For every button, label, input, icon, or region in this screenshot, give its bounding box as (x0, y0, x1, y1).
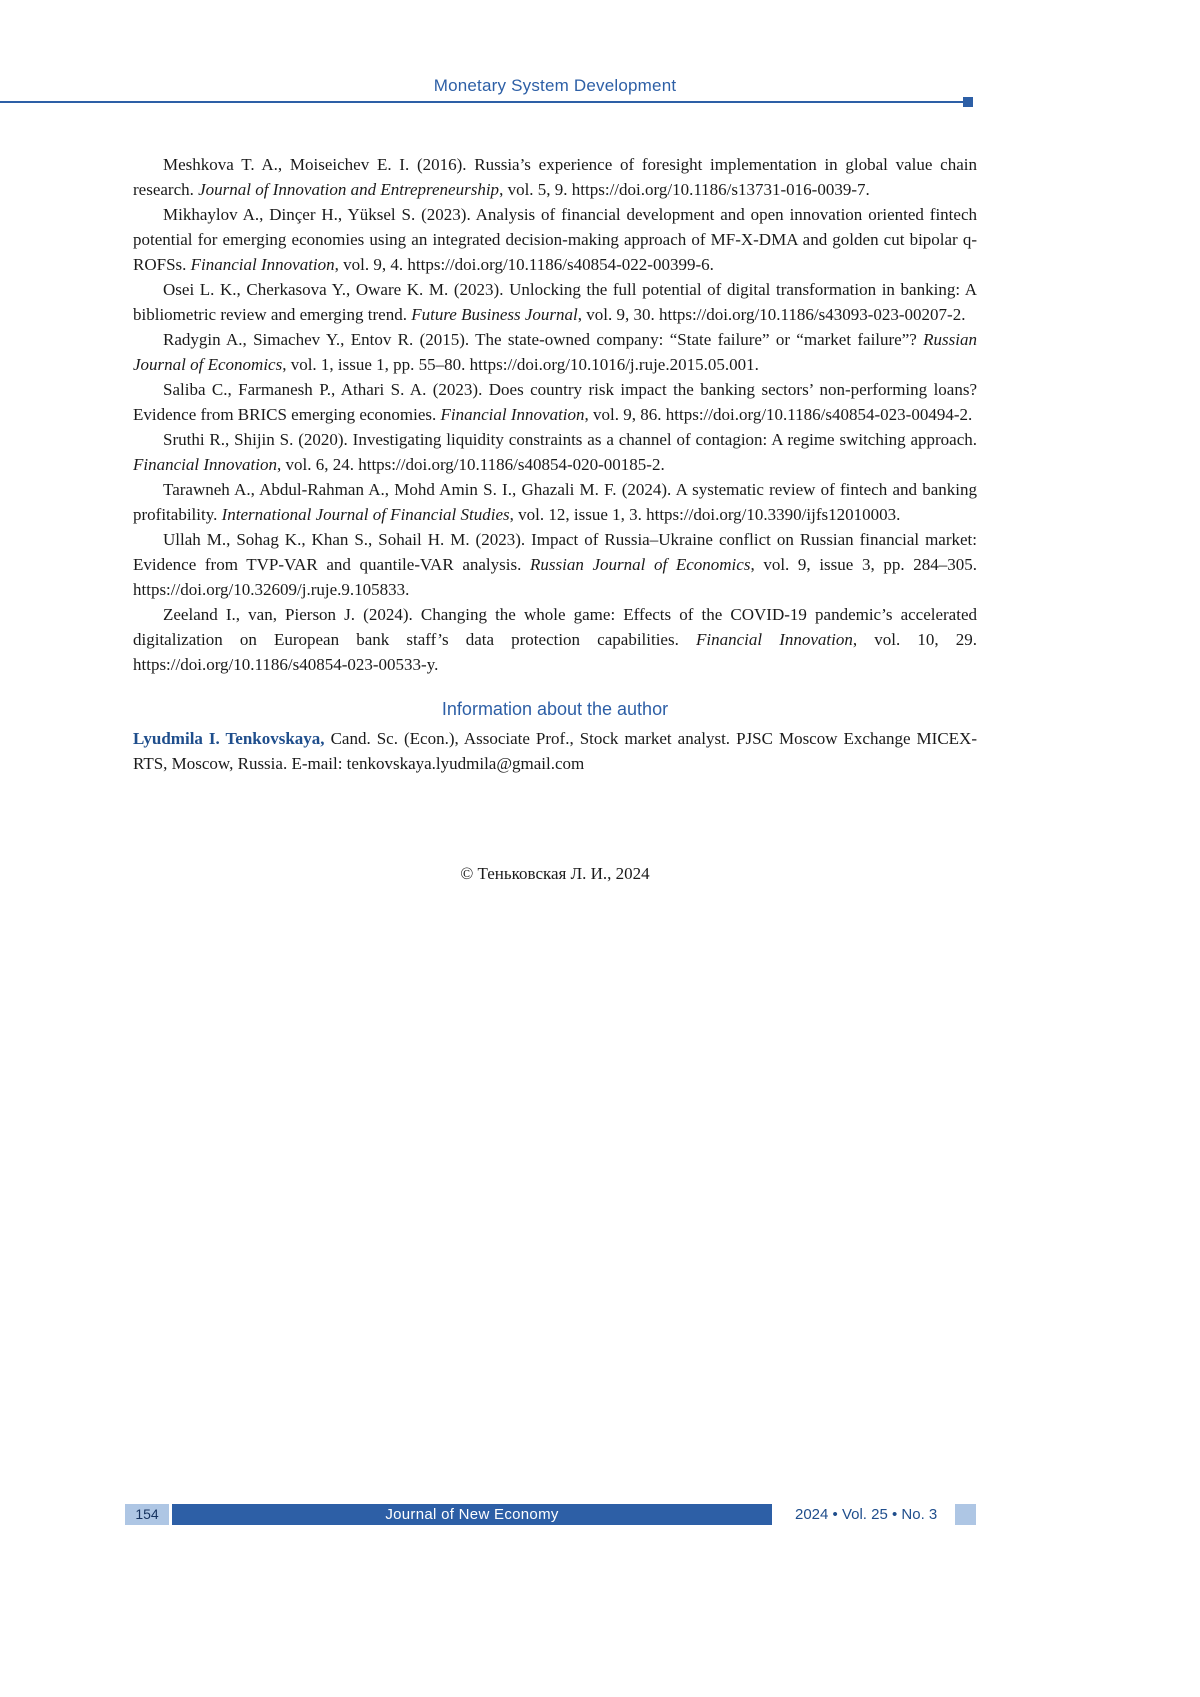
reference-journal-title: Future Business Journal (411, 305, 578, 324)
reference-text: Zeeland I., van, Pierson J. (2024). Changing the whole game: Effects of the COVID-19 pandemic’s accelerated digitalization on European bank staff’s data protection capabilities. (133, 605, 977, 649)
reference-text: , vol. 9, issue 3, pp. 284–305. https://doi.org/10.32609/j.ruje.9.105833. (133, 555, 977, 599)
journal-name-bar: Journal of New Economy (172, 1504, 772, 1525)
reference-item (133, 602, 977, 677)
reference-list (133, 152, 977, 677)
reference-text: , vol. 6, 24. https://doi.org/10.1186/s40854-020-00185-2. (277, 455, 665, 474)
reference-item (133, 277, 977, 327)
author-section-heading: Information about the author (441, 699, 669, 719)
reference-text: Saliba C., Farmanesh P., Athari S. A. (2023). Does country risk impact the banking sectors’ non-performing loans? Evidence from BRICS emerging economies. (133, 380, 977, 424)
reference-journal-title: International Journal of Financial Studies (221, 505, 510, 524)
reference-text: Meshkova T. A., Moiseichev E. I. (2016). Russia’s experience of foresight implementation in global value chain research. (133, 155, 977, 199)
author-name: Lyudmila I. Tenkovskaya, (133, 729, 325, 748)
page-number: 154 (125, 1504, 169, 1525)
reference-journal-title: Russian Journal of Economics (133, 330, 977, 374)
reference-journal-title: Journal of Innovation and Entrepreneurship (198, 180, 500, 199)
reference-journal-title: Financial Innovation (190, 255, 335, 274)
issue-info: 2024 • Vol. 25 • No. 3 (795, 1506, 938, 1523)
reference-text: Radygin A., Simachev Y., Entov R. (2015). The state-owned company: “State failure” or “market failure”? (163, 330, 924, 349)
reference-item (133, 327, 977, 377)
footer-square-marker (955, 1504, 976, 1525)
reference-item (133, 202, 977, 277)
reference-item (133, 152, 977, 202)
reference-journal-title: Financial Innovation (440, 405, 585, 424)
reference-text: , vol. 9, 86. https://doi.org/10.1186/s40854-023-00494-2. (584, 405, 973, 424)
page-content (133, 152, 977, 884)
reference-text: Ullah M., Sohag K., Khan S., Sohail H. M. (2023). Impact of Russia–Ukraine conflict on Russian financial market: Evidence from TVP-VAR and quantile-VAR analysis. (133, 530, 977, 574)
page-footer (0, 1504, 1200, 1525)
header-square-marker (963, 97, 973, 107)
reference-text: Sruthi R., Shijin S. (2020). Investigating liquidity constraints as a channel of contagion: A regime switching approach. (163, 430, 977, 449)
reference-journal-title: Financial Innovation (133, 455, 278, 474)
reference-journal-title: Russian Journal of Economics (529, 555, 751, 574)
reference-item (133, 527, 977, 602)
reference-item (133, 477, 977, 527)
running-head: Monetary System Development (433, 76, 677, 95)
reference-text: Mikhaylov A., Dinçer H., Yüksel S. (2023). Analysis of financial development and open innovation oriented fintech potential for emerging economies using an integrated decision-making approach of MF-X-DMA and golden cut bipolar q-ROFSs. (133, 205, 977, 274)
reference-text: , vol. 10, 29. https://doi.org/10.1186/s40854-023-00533-y. (133, 630, 977, 674)
reference-text: , vol. 12, issue 1, 3. https://doi.org/10.3390/ijfs12010003. (509, 505, 901, 524)
reference-text: , vol. 5, 9. https://doi.org/10.1186/s13731-016-0039-7. (499, 180, 870, 199)
author-info (133, 726, 977, 776)
copyright-line: © Теньковская Л. И., 2024 (460, 864, 650, 883)
header-rule (0, 101, 968, 103)
author-bio: Cand. Sc. (Econ.), Associate Prof., Stock market analyst. PJSC Moscow Exchange MICEX-RTS, Moscow, Russia. E-mail: tenkovskaya.lyudmila@gmail.com (133, 729, 977, 773)
reference-item (133, 427, 977, 477)
reference-journal-title: Financial Innovation (695, 630, 853, 649)
reference-text: , vol. 9, 4. https://doi.org/10.1186/s40854-022-00399-6. (334, 255, 714, 274)
reference-item (133, 377, 977, 427)
reference-text: Tarawneh A., Abdul-Rahman A., Mohd Amin S. I., Ghazali M. F. (2024). A systematic review of fintech and banking profitability. (133, 480, 977, 524)
reference-text: Osei L. K., Cherkasova Y., Oware K. M. (2023). Unlocking the full potential of digital transformation in banking: A bibliometric review and emerging trend. (133, 280, 977, 324)
reference-text: , vol. 1, issue 1, pp. 55–80. https://doi.org/10.1016/j.ruje.2015.05.001. (282, 355, 759, 374)
reference-text: , vol. 9, 30. https://doi.org/10.1186/s43093-023-00207-2. (577, 305, 966, 324)
